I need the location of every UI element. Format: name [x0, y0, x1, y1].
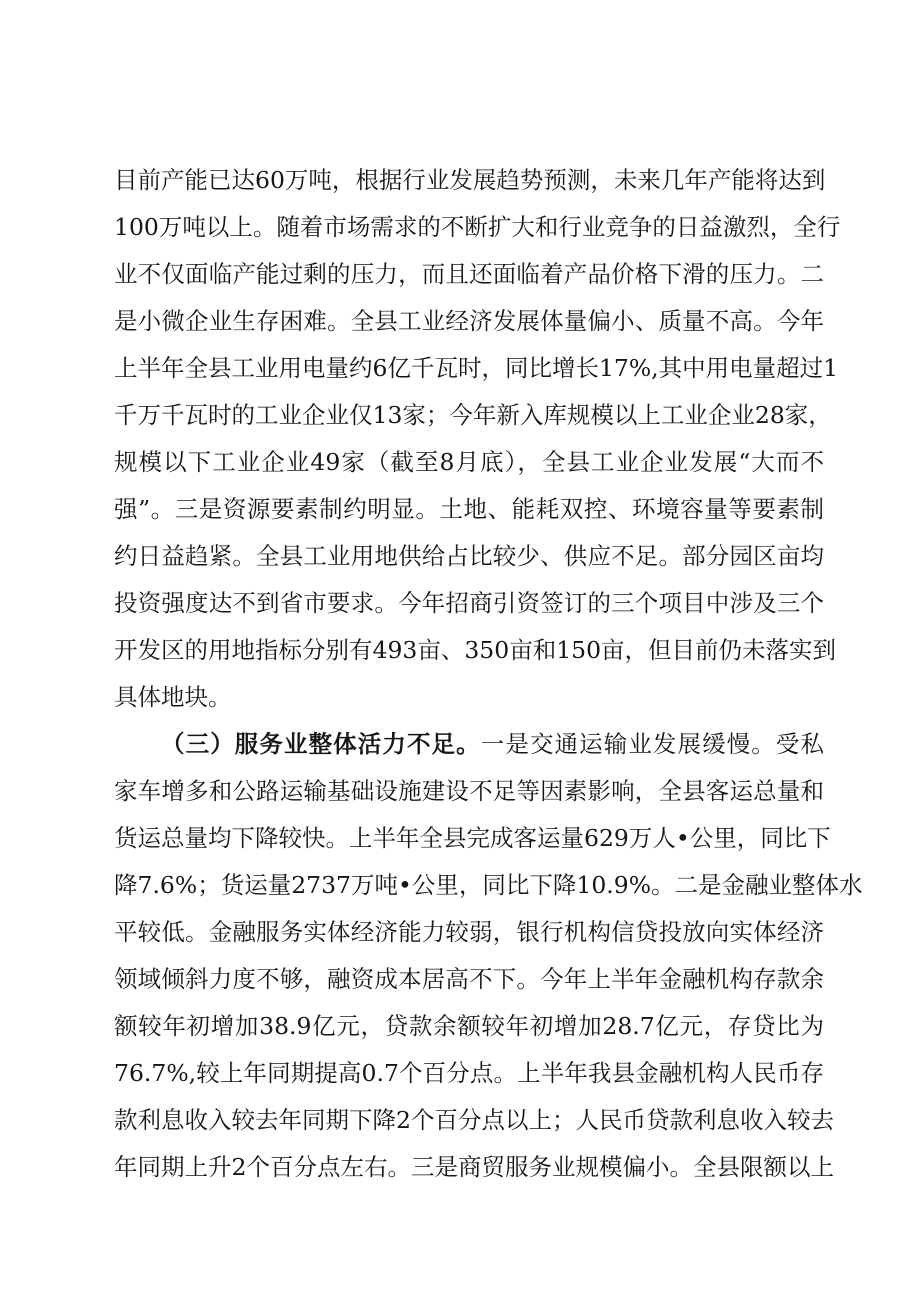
- text-line: 货运总量均下降较快。上半年全县完成客运量629万人•公里，同比下: [114, 824, 831, 852]
- text-line: 强”。三是资源要素制约明显。土地、能耗双控、环境容量等要素制: [114, 495, 824, 523]
- text-line: 款利息收入较去年同期下降2个百分点以上；人民币贷款利息收入较去: [114, 1106, 834, 1134]
- body-text: [114, 157, 863, 1191]
- text-line: 平较低。金融服务实体经济能力较弱，银行机构信贷投放向实体经济: [114, 918, 824, 946]
- section-heading-line: [114, 721, 824, 768]
- text-line: 降7.6%；货运量2737万吨•公里，同比下降10.9%。二是金融业整体水: [114, 871, 863, 899]
- text-line: 是小微企业生存困难。全县工业经济发展体量偏小、质量不高。今年: [114, 307, 824, 335]
- text-line: 家车增多和公路运输基础设施建设不足等因素影响，全县客运总量和: [114, 777, 824, 805]
- text-line: 100万吨以上。随着市场需求的不断扩大和行业竞争的日益激烈，全行: [114, 213, 841, 241]
- text-line: 目前产能已达60万吨，根据行业发展趋势预测，未来几年产能将达到: [114, 166, 826, 194]
- text-line: 额较年初增加38.9亿元，贷款余额较年初增加28.7亿元，存贷比为: [114, 1012, 824, 1040]
- text-line: 开发区的用地指标分别有493亩、350亩和150亩，但目前仍未落实到: [114, 636, 837, 664]
- section-heading: （三）服务业整体活力不足。: [161, 730, 481, 758]
- text-line: 具体地块。: [114, 683, 232, 711]
- text-line: 千万千瓦时的工业企业仅13家；今年新入库规模以上工业企业28家，: [114, 401, 832, 429]
- text-line: 上半年全县工业用电量约6亿千瓦时，同比增长17%,其中用电量超过1: [114, 354, 839, 382]
- text-line: 投资强度达不到省市要求。今年招商引资签订的三个项目中涉及三个: [114, 589, 824, 617]
- text-line: 业不仅面临产能过剩的压力，而且还面临着产品价格下滑的压力。二: [114, 260, 824, 288]
- text-span: 一是交通运输业发展缓慢。受私: [480, 730, 824, 758]
- text-line: 规模以下工业企业49家（截至8月底），全县工业企业发展“大而不: [114, 448, 824, 476]
- text-line: 年同期上升2个百分点左右。三是商贸服务业规模偏小。全县限额以上: [114, 1153, 834, 1181]
- text-line: 约日益趋紧。全县工业用地供给占比较少、供应不足。部分园区亩均: [114, 542, 824, 570]
- text-line: 76.7%,较上年同期提高0.7个百分点。上半年我县金融机构人民币存: [114, 1059, 824, 1087]
- text-line: 领域倾斜力度不够，融资成本居高不下。今年上半年金融机构存款余: [114, 965, 824, 993]
